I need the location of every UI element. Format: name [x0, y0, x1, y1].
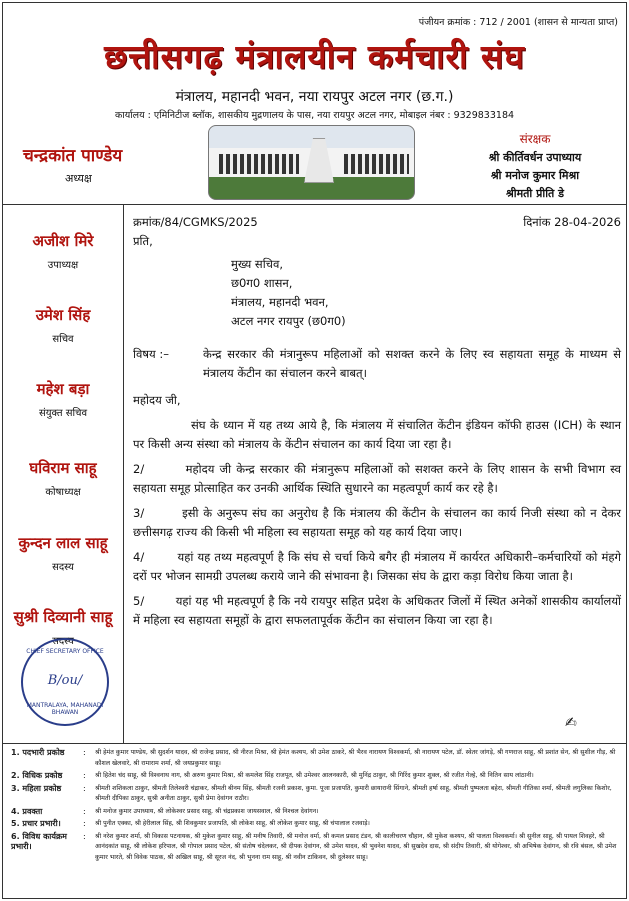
committee-list [11, 748, 623, 865]
committee-members: श्री मनोज कुमार उपाध्याय, श्री लोकेश्वर प्रसाद साहू, श्री चंद्रप्रकाश जायसवाल, श्री निश्चल देवांगन। [95, 807, 319, 815]
officer-role: सचिव [52, 334, 74, 345]
committee-row: 5. प्रचार प्रभारी। : श्री पुनीत एक्का, श्री हेरीलाल सिंह, श्री शिवकुमार प्रजापति, श्री लोकेश साहू, श्री लोकेश कुमार साहू, श्री चंपालाल रजवाड़े। [11, 819, 370, 828]
subject-text: केन्द्र सरकार की मंत्रानुरूप महिलाओं को सशक्त करने के लिए स्व सहायता समूह के माध्यम से मंत्रालय केंटीन का संचालन करने बाबत्। [203, 347, 621, 380]
recipient-line: मुख्य सचिव, [231, 257, 284, 271]
building-image [208, 125, 415, 200]
letter-body [133, 213, 625, 630]
subject-label: विषय :– [133, 347, 169, 361]
paragraph: 4/ यहां यह तथ्य महत्वपूर्ण है कि संघ से चर्चा किये बगैर ही मंत्रालय में कार्यरत अधिकारी–कर्मचारियों को मंहगे दरों पर भोजन सामग्री उपलब्ध कराये जाने की संभावना है। जिसका संघ के द्वारा कड़ा विरोध किया जाता है। [133, 550, 625, 583]
paragraph: 5/ यहां यह भी महत्वपूर्ण है कि नये रायपुर सहित प्रदेश के अधिकतर जिलों में स्थित अनेकों शासकीय कार्यालयों में महिला स्व सहायता समूहों के द्वारा सफलतापूर्वक केंटीन का संचालन किया जा रहा है। [133, 594, 625, 627]
officer [3, 458, 123, 498]
committee-label: 4. प्रवक्ता [11, 806, 43, 816]
recipient-line: मंत्रालय, महानदी भवन, [231, 295, 329, 309]
committee-members: श्रीमती शशिकला ठाकुर, श्रीमती तिलेश्वरी चंद्राकर, श्रीमती बीनम सिंह, श्रीमती रजनी प्रकाश, कुमा. पूजा प्रजापति, कुमारी छायारानी सिंगाने, श्रीमती हर्षा साहू, श्रीमती पुष्पलता बहेरा, श्रीमती गीतिका शर्मा, श्रीमती लगुलिका किशोर, श्रीमती दीपिका ठाकुर, सुश्री अनीता ठाकुर, सुश्री प्रेमा देवांगन राठौर। [95, 784, 612, 802]
patron-heading: संरक्षक [519, 132, 551, 146]
patron-name: श्री मनोज कुमार मिश्रा [490, 169, 580, 182]
organization-subtitle: मंत्रालय, महानदी भवन, नया रायपुर अटल नगर (छ.ग.) [175, 89, 454, 105]
committee-members: श्री पुनीत एक्का, श्री हेरीलाल सिंह, श्री शिवकुमार प्रजापति, श्री लोकेश साहू, श्री लोकेश कुमार साहू, श्री चंपालाल रजवाड़े। [95, 820, 370, 827]
paragraph: 3/ इसी के अनुरूप संघ का अनुरोध है कि मंत्रालय की केंटीन के संचालन का कार्य निजी संस्था को न देकर छत्तीसगढ़ राज्य की किसी भी महिला स्व सहायता समूह को यह कार्य दिया जाए। [133, 506, 625, 539]
committee-members: श्री हितेश चंद साहू, श्री विश्वनाथ नाग, श्री अरुण कुमार मिश्रा, श्री कमलेश सिंह राजपूत, श्री उमेश्वर आलनकारी, श्री मुनिंद्र ठाकुर, श्री गिरिंद कुमार शुक्ल, श्री रजीत गेल्हे, श्री नितिन साय लांठानी। [95, 772, 534, 779]
committee-row: 6. विविध कार्यक्रम प्रभारी। : श्री नरेश कुमार शर्मा, श्री विकास पटनायक, श्री मुकेश कुमार साहू, श्री मनीष तिवारी, श्री मनोज वर्मा, श्री कमल प्रसाद टंडन, श्री कालीचरण चौहान, श्री मुकेश कश्यप, श्री पालता विश्वकर्मा। श्री सुनील साहू, श्री पायल शिवहरे, श्री आनंदकांत साहू, श्री लोकेश हरिपाल, श्री गोपाल प्रसाद पटेल, श्री संतोष चंदेलकर, श्री दीपक देवांगन, श्री उमेश यादव, श्री भुवनेश यादव, श्री सुखदेव दास, श्री संदीप तिवारी, श्री योगेश्वर, श्री अभिषेक देवांगन, श्री रवि बंसल, श्री उमेश कुमार भारते, श्री विवेक पाठक, श्री अखिल साहू, श्री सूरज नंद, श्री भुनना राम साहू, श्री नवीन टाकिवन, श्री दुलेश्वर साहू। [11, 832, 623, 864]
prati: प्रति, [133, 234, 153, 248]
stamp-text: MANTRALAYA, MAHANADI BHAWAN [26, 702, 104, 716]
committee-label: 3. महिला प्रकोष्ठ [11, 783, 62, 793]
officer [3, 379, 123, 419]
officer-role: सदस्य [52, 636, 74, 647]
officer [3, 231, 123, 271]
president-role: अध्यक्ष [65, 172, 92, 185]
paragraph: 2/ महोदय जी केन्द्र सरकार की मंत्रानुरूप महिलाओं को सशक्त करने के लिए शासन के सभी विभाग स्व सहायता समूह प्रोत्साहित कर उनकी आर्थिक स्थिति सुधारने का महत्वपूर्ण कार्य कर रहे है। [133, 462, 625, 495]
office-address: कार्यालय : एमिनिटीज ब्लॉक, शासकीय मुद्रणालय के पास, नया रायपुर अटल नगर, मोबाइल नंबर : 9329833184 [114, 110, 515, 121]
officer-name: अजीश मिरे [32, 232, 94, 250]
officer-name: कुन्दन लाल साहू [18, 534, 108, 552]
president-name: चन्द्रकांत पाण्डेय [23, 146, 123, 166]
committee-members: श्री नरेश कुमार शर्मा, श्री विकास पटनायक, श्री मुकेश कुमार साहू, श्री मनीष तिवारी, श्री मनोज वर्मा, श्री कमल प्रसाद टंडन, श्री कालीचरण चौहान, श्री मुकेश कश्यप, श्री पालता विश्वकर्मा। श्री सुनील साहू, श्री पायल शिवहरे, श्री आनंदकांत साहू, श्री लोकेश हरिपाल, श्री गोपाल प्रसाद पटेल, श्री संतोष चंदेलकर, श्री दीपक देवांगन, श्री उमेश यादव, श्री भुवनेश यादव, श्री सुखदेव दास, श्री संदीप तिवारी, श्री योगेश्वर, श्री अभिषेक देवांगन, श्री रवि बंसल, श्री उमेश कुमार भारते, श्री विवेक पाठक, श्री अखिल साहू, श्री सूरज नंद, श्री भुनना राम साहू, श्री नवीन टाकिवन, श्री दुलेश्वर साहू। [95, 832, 617, 861]
divider [123, 204, 124, 744]
registration-number: पंजीयन क्रमांक : 712 / 2001 (शासन से मान्यता प्राप्त) [418, 17, 618, 28]
committee-row: 2. विधिक प्रकोष्ठ : श्री हितेश चंद साहू, श्री विश्वनाथ नाग, श्री अरुण कुमार मिश्रा, श्री कमलेश सिंह राजपूत, श्री उमेश्वर आलनकारी, श्री मुनिंद्र ठाकुर, श्री गिरिंद कुमार शुक्ल, श्री रजीत गेल्हे, श्री नितिन साय लांठानी। [11, 771, 534, 780]
letter-date: दिनांक 28-04-2026 [523, 215, 621, 229]
officer-role: संयुक्त सचिव [38, 408, 88, 419]
officer [3, 533, 123, 573]
committee-members: श्री हेमंत कुमार पाण्डेय, श्री सुदर्शन यादव, श्री राजेन्द्र प्रसाद, श्री नीरज मिश्रा, श्री हेमंत कश्यप, श्री उमेश ठाकरे, श्री भैरव नारायण विश्वकर्मा, श्री नारायण पटेल, डॉ. स्वेतर जांगड़े, श्री गणराज साहू, श्री प्रशांत सेन, श्री सुशील गौड़, श्री कौशल खेलवारे, श्री रामाराम शर्मा, श्री जयप्रकुमार साहू। [95, 749, 616, 767]
committee-row: 4. प्रवक्ता : श्री मनोज कुमार उपाध्याय, श्री लोकेश्वर प्रसाद साहू, श्री चंद्रप्रकाश जायसवाल, श्री निश्चल देवांगन। [11, 806, 319, 816]
paragraph: संघ के ध्यान में यह तथ्य आये है, कि मंत्रालय में संचालित केंटीन इंडियन कॉफी हाउस (ICH) के स्थान पर किसी अन्य संस्था को मंत्रालय के केंटीन संचालन का कार्य दिया जा रहा है। [133, 418, 621, 451]
patrons-block [460, 127, 610, 201]
patron-name: श्रीमती प्रीति डे [505, 187, 565, 200]
organization-title: छत्तीसगढ़ मंत्रालयीन कर्मचारी संघ [104, 37, 525, 76]
officer-role: सदस्य [52, 562, 74, 573]
recipient-line: छ0ग0 शासन, [231, 276, 293, 290]
officer-name: उमेश सिंह [35, 306, 91, 324]
committee-label: 5. प्रचार प्रभारी। [11, 819, 61, 828]
salutation: महोदय जी, [133, 393, 181, 407]
officer-name: सुश्री दिव्यानी साहू [13, 608, 113, 626]
officer-role: कोषाध्यक्ष [45, 487, 81, 498]
committee-row: 1. पदभारी प्रकोष्ठ : श्री हेमंत कुमार पाण्डेय, श्री सुदर्शन यादव, श्री राजेन्द्र प्रसाद, श्री नीरज मिश्रा, श्री हेमंत कश्यप, श्री उमेश ठाकरे, श्री भैरव नारायण विश्वकर्मा, श्री नारायण पटेल, डॉ. स्वेतर जांगड़े, श्री गणराज साहू, श्री प्रशांत सेन, श्री सुशील गौड़, श्री कौशल खेलवारे, श्री रामाराम शर्मा, श्री जयप्रकुमार साहू। [11, 748, 623, 769]
recipient-line: अटल नगर रायपुर (छ0ग0) [231, 314, 346, 328]
committee-label: 1. पदभारी प्रकोष्ठ [11, 748, 65, 757]
subject [133, 345, 621, 383]
officer [3, 305, 123, 345]
officer-role: उपाध्यक्ष [47, 260, 79, 271]
stamp-text: CHIEF SECRETARY OFFICE [26, 648, 104, 655]
letterhead-page [2, 2, 627, 899]
patron-name: श्री कीर्तिवर्धन उपाध्याय [488, 151, 582, 164]
received-stamp [21, 638, 109, 726]
stamp-signature: B/ou/ [47, 673, 83, 688]
officer-name: महेश बड़ा [36, 380, 90, 398]
divider [3, 204, 626, 205]
committee-row: 3. महिला प्रकोष्ठ : श्रीमती शशिकला ठाकुर, श्रीमती तिलेश्वरी चंद्राकर, श्रीमती बीनम सिंह, श्रीमती रजनी प्रकाश, कुमा. पूजा प्रजापति, कुमारी छायारानी सिंगाने, श्रीमती हर्षा साहू, श्रीमती पुष्पलता बहेरा, श्रीमती गीतिका शर्मा, श्रीमती लगुलिका किशोर, श्रीमती दीपिका ठाकुर, सुश्री अनीता ठाकुर, सुश्री प्रेमा देवांगन राठौर। [11, 784, 623, 805]
committee-label: 2. विधिक प्रकोष्ठ [11, 771, 63, 780]
officer-name: घविराम साहू [29, 459, 97, 477]
committee-label: 6. विविध कार्यक्रम प्रभारी। [11, 831, 67, 851]
divider [3, 743, 626, 744]
reference-number: क्रमांक/84/CGMKS/2025 [133, 215, 258, 229]
signature-mark: ✍ [565, 715, 577, 731]
